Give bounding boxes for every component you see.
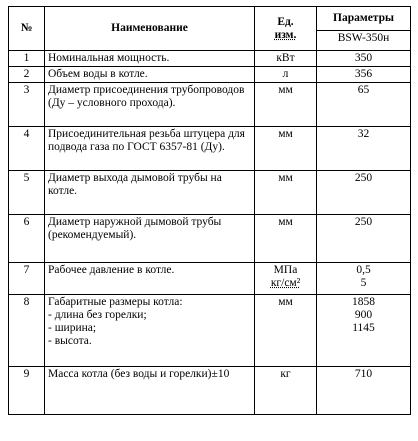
unit-text: мм [278, 128, 293, 140]
row-name: Диаметр наружной дымовой трубы (рекомендуемый). [45, 215, 255, 263]
row-value [317, 367, 411, 415]
row-unit [255, 295, 317, 367]
name-line: - высота. [48, 335, 92, 347]
row-name: Рабочее давление в котле. [45, 263, 255, 295]
row-value [317, 263, 411, 295]
name-line: - длина без горелки; [48, 309, 147, 321]
unit-text: кВт [276, 52, 295, 64]
value-text: 1145 [352, 322, 375, 334]
unit-text: кг/см² [270, 277, 301, 289]
table-row [9, 51, 411, 67]
header-params: Параметры [317, 7, 411, 31]
table-row [9, 215, 411, 263]
spec-sheet [8, 6, 411, 415]
specification-table [8, 6, 411, 415]
unit-text: МПа [273, 264, 298, 276]
row-value [317, 295, 411, 367]
table-row [9, 83, 411, 127]
row-unit [255, 83, 317, 127]
row-name [45, 295, 255, 367]
header-name: Наименование [45, 7, 255, 51]
row-unit [255, 127, 317, 171]
header-unit-line1: Ед. [277, 15, 294, 28]
unit-text: мм [278, 296, 293, 308]
name-line: - ширина; [48, 322, 97, 334]
row-name: Диаметр присоединения трубопроводов (Ду – условного прохода). [45, 83, 255, 127]
name-line: Габаритные размеры котла: [48, 296, 183, 308]
value-text: 250 [354, 216, 373, 228]
row-name: Масса котла (без воды и горелки)±10 [45, 367, 255, 415]
unit-text: мм [278, 172, 293, 184]
header-unit [255, 7, 317, 51]
value-text: 356 [354, 68, 373, 80]
row-name: Номинальная мощность. [45, 51, 255, 67]
row-num: 7 [9, 263, 45, 295]
row-num: 2 [9, 67, 45, 83]
row-name: Присоединительная резьба штуцера для подвода газа по ГОСТ 6357-81 (Ду). [45, 127, 255, 171]
row-num: 4 [9, 127, 45, 171]
header-unit-line2: изм. [274, 28, 297, 41]
row-num: 1 [9, 51, 45, 67]
row-num: 5 [9, 171, 45, 215]
table-row [9, 171, 411, 215]
row-value [317, 171, 411, 215]
value-text: 350 [354, 52, 373, 64]
table-row [9, 295, 411, 367]
value-text: 1858 [352, 296, 375, 308]
table-row [9, 127, 411, 171]
value-text: 5 [360, 277, 367, 289]
unit-text: кг [280, 368, 291, 380]
unit-text: мм [278, 84, 293, 96]
row-value [317, 51, 411, 67]
table-row [9, 67, 411, 83]
row-unit [255, 67, 317, 83]
row-num: 6 [9, 215, 45, 263]
row-unit [255, 215, 317, 263]
value-text: 32 [357, 128, 370, 140]
table-row [9, 367, 411, 415]
row-value [317, 83, 411, 127]
header-num: № [9, 7, 45, 51]
value-text: 0,5 [356, 264, 371, 276]
row-value [317, 127, 411, 171]
value-text: 250 [354, 172, 373, 184]
value-text: 900 [354, 309, 373, 321]
unit-text: л [282, 68, 289, 80]
row-value [317, 215, 411, 263]
unit-text: мм [278, 216, 293, 228]
table-row [9, 263, 411, 295]
row-unit [255, 367, 317, 415]
row-num: 9 [9, 367, 45, 415]
value-text: 65 [357, 84, 370, 96]
value-text: 710 [354, 368, 373, 380]
header-model: BSW-350н [317, 31, 411, 51]
row-unit [255, 51, 317, 67]
row-name: Объем воды в котле. [45, 67, 255, 83]
row-num: 8 [9, 295, 45, 367]
row-value [317, 67, 411, 83]
row-name: Диаметр выхода дымовой трубы на котле. [45, 171, 255, 215]
row-num: 3 [9, 83, 45, 127]
row-unit [255, 171, 317, 215]
row-unit [255, 263, 317, 295]
